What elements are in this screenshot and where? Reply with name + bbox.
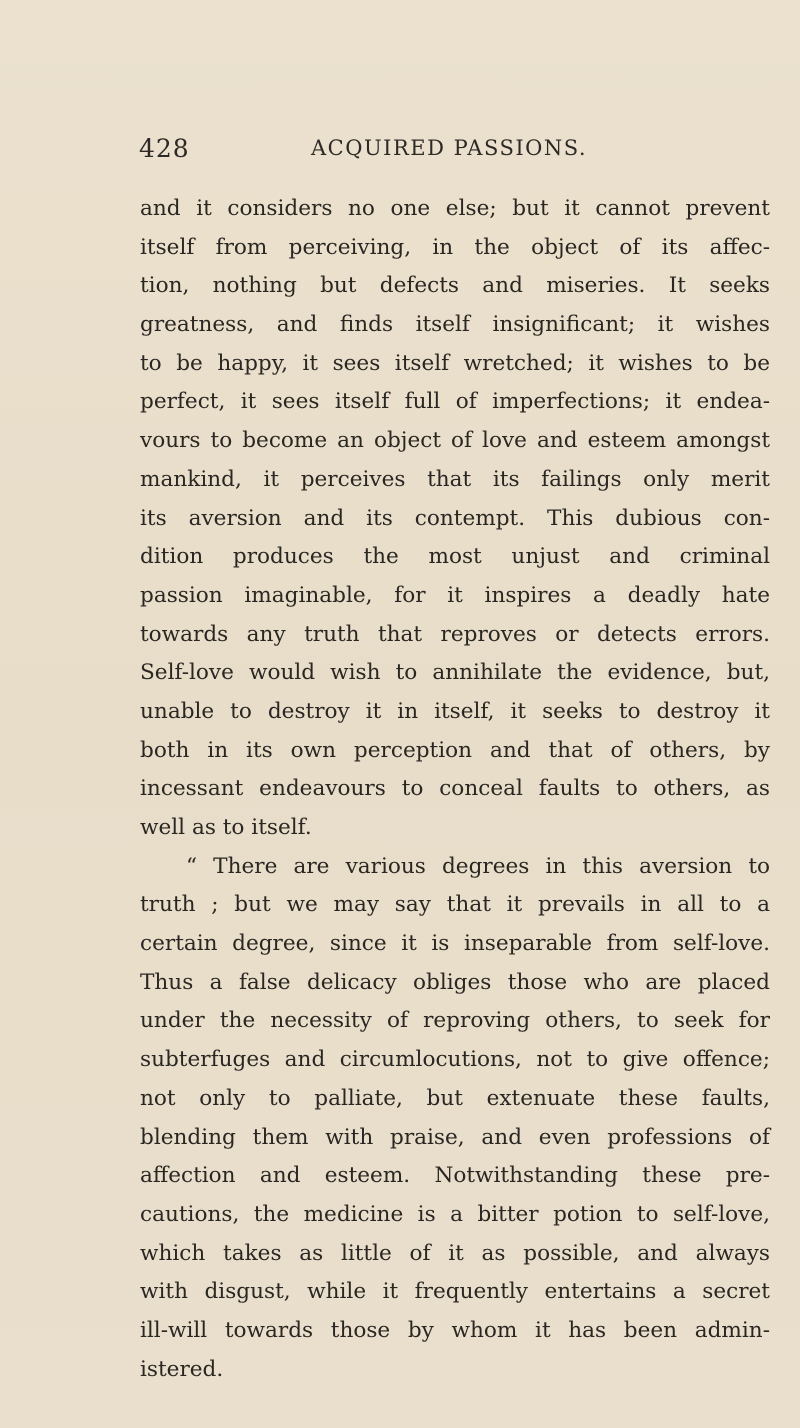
text-line: Self-love would wish to annihilate the evidence, but, [140,660,770,686]
text-line: towards any truth that reproves or detects errors. [140,621,770,647]
text-line: incessant endeavours to conceal faults to others, as [140,776,770,802]
text-line: to be happy, it sees itself wretched; it wishes to be [140,350,770,376]
text-line: greatness, and finds itself insignificant; it wishes [140,312,770,338]
text-line: perfect, it sees itself full of imperfections; it endea- [140,389,770,415]
text-line: istered. [140,1356,224,1382]
text-line: passion imaginable, for it inspires a deadly hate [140,582,770,608]
text-line: cautions, the medicine is a bitter potion to self-love, [140,1201,770,1227]
text-line: truth ; but we may say that it prevails in all to a [140,892,770,918]
text-line: under the necessity of reproving others, to seek for [140,1008,770,1034]
text-line: “ There are various degrees in this aversion to [186,853,770,879]
text-line: subterfuges and circumlocutions, not to give offence; [140,1047,770,1073]
text-line: ill-will towards those by whom it has been admin- [140,1317,770,1343]
text-line: dition produces the most unjust and criminal [140,544,770,570]
text-line: unable to destroy it in itself, it seeks to destroy it [140,698,770,724]
running-head: ACQUIRED PASSIONS. [311,136,588,160]
text-line: itself from perceiving, in the object of its affec- [140,234,770,260]
text-line: mankind, it perceives that its failings only merit [140,466,770,492]
text-line: tion, nothing but defects and miseries. It seeks [140,273,770,299]
text-line: affection and esteem. Notwithstanding these pre- [140,1163,770,1189]
text-line: well as to itself. [140,815,312,840]
text-line: Thus a false delicacy obliges those who are placed [140,969,770,995]
page-number: 428 [139,134,190,163]
text-line: certain degree, since it is inseparable from self-love. [140,931,770,957]
text-line: which takes as little of it as possible, and always [140,1240,770,1266]
text-line: not only to palliate, but extenuate these faults, [140,1085,770,1111]
text-line: both in its own perception and that of others, by [140,737,770,763]
text-line: its aversion and its contempt. This dubious con- [140,505,770,531]
body-text [140,190,770,1389]
text-line: vours to become an object of love and esteem amongst [140,428,770,454]
text-line: with disgust, while it frequently entertains a secret [140,1279,770,1305]
text-line: blending them with praise, and even professions of [140,1124,770,1150]
page-header [0,134,800,174]
text-line: and it considers no one else; but it cannot prevent [140,196,770,221]
